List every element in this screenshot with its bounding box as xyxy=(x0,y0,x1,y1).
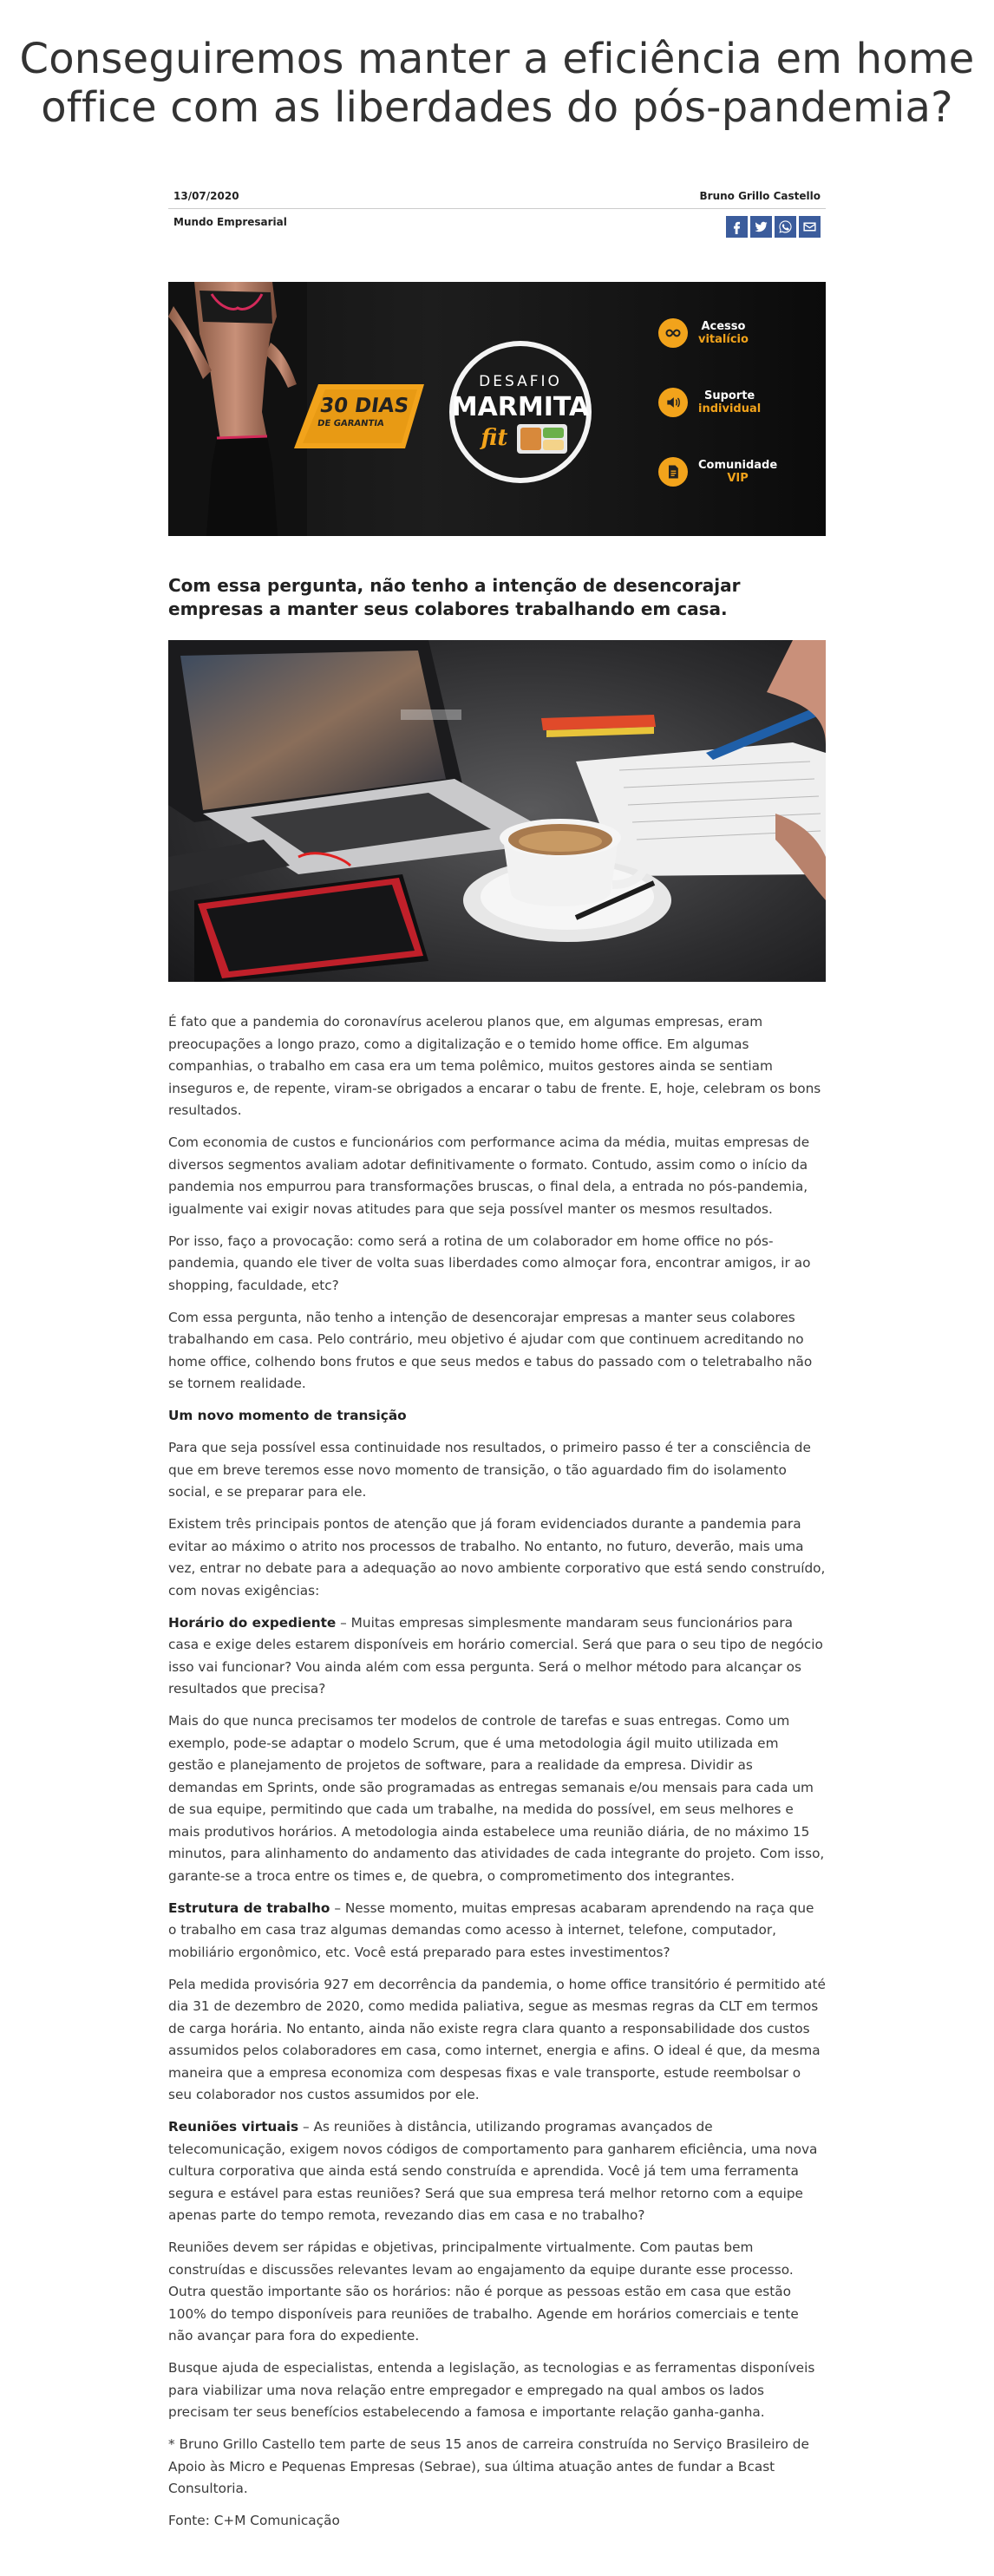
email-icon[interactable] xyxy=(799,216,821,238)
subheading: Um novo momento de transição xyxy=(168,1408,407,1423)
fitness-model-image xyxy=(168,282,307,536)
infinity-icon xyxy=(658,318,688,348)
feature-vip-community xyxy=(658,457,777,487)
paragraph: Reuniões devem ser rápidas e objetivas, principalmente virtualmente. Com pautas bem construídas e discussões relevantes levam ao engajamento da equipe durante esse processo. Outra questão importante são os horários: não é porque as pessoas estão em casa que estão 100% do tempo disponíveis para reuniões de trabalho. Agende em horários comerciais e tente não avançar para fora do expediente. xyxy=(168,2239,799,2344)
article-body xyxy=(168,1011,826,2533)
paragraph: Pela medida provisória 927 em decorrência da pandemia, o home office transitório é permitido até dia 31 de dezembro de 2020, como medida paliativa, segue as mesmas regras da CLT em termos de carga horária. No entanto, ainda não existe regra clara quanto a responsabilidade dos custos assumidos pelos colaboradores em casa, como internet, energia e afins. O ideal é que, da mesma maneira que a empresa economiza com despesas fixas e vale transporte, estude reembolsar o seu colaborador nos custos assumidos por ele. xyxy=(168,1976,826,2102)
author-bio: * Bruno Grillo Castello tem parte de seus 15 anos de carreira construída no Serviço Brasileiro de Apoio às Micro e Pequenas Empresas (Sebrae), sua última atuação antes de fundar a Bcast Consultoria. xyxy=(168,2436,809,2496)
document-icon xyxy=(658,457,688,487)
whatsapp-icon[interactable] xyxy=(775,216,796,238)
feature-label: Comunidade xyxy=(698,459,778,472)
laptop-coffee-photo xyxy=(168,640,826,982)
topic-label: Reuniões virtuais xyxy=(168,2119,299,2135)
paragraph: Com essa pergunta, não tenho a intenção de desencorajar empresas a manter seus colabores trabalhando em casa. Pelo contrário, meu objetivo é ajudar com que continuem acreditando no home office, colhendo bons frutos e que seus medos e tabus do passado com o teletrabalho não se tornem realidade. xyxy=(168,1309,813,1391)
paragraph: Existem três principais pontos de atenção que já foram evidenciados durante a pandemia para evitar ao máximo o atrito nos processos de trabalho. No entanto, no futuro, deverão, mais uma vez, entrar no debate para a adequação ao novo ambiente corporativo que está sendo construído, com novas exigências: xyxy=(168,1516,826,1599)
logo-main-text: MARMITA xyxy=(451,392,590,422)
paragraph xyxy=(168,1898,826,1965)
topic-label: Horário do expediente xyxy=(168,1614,337,1631)
paragraph-text: – Nesse momento, muitas empresas acabaram aprendendo na raça que o trabalho em casa traz algumas demandas como acesso à internet, telefone, computador, mobiliário ergonômico, etc. Você está preparado para estes investimentos? xyxy=(168,1899,814,1960)
paragraph xyxy=(168,2116,826,2227)
feature-label-accent: VIP xyxy=(727,472,749,485)
author-name: Bruno Grillo Castello xyxy=(699,190,821,202)
paragraph: Busque ajuda de especialistas, entenda a legislação, as tecnologias e as ferramentas disponíveis para viabilizar uma nova relação entre empregador e empregado na qual ambos os lados precisam ter seus benefícios estabelecendo a famosa e importante relação ganha-ganha. xyxy=(168,2360,815,2420)
feature-individual-support xyxy=(658,388,761,417)
paragraph: Para que seja possível essa continuidade nos resultados, o primeiro passo é ter a consciência de que em breve teremos esse novo momento de transição, o tão aguardado fim do isolamento social, e se preparar para ele. xyxy=(168,1440,811,1500)
paragraph-text: – Muitas empresas simplesmente mandaram seus funcionários para casa e exige deles estarem disponíveis em horário comercial. Será que para o seu tipo de negócio isso vai funcionar? Vou ainda além com essa pergunta. Será o melhor método para alcançar os resultados que precisa? xyxy=(168,1614,823,1697)
topic-label: Estrutura de trabalho xyxy=(168,1899,330,1916)
desafio-marmita-logo xyxy=(444,336,597,488)
speaker-icon xyxy=(658,388,688,417)
meta-top-row xyxy=(168,184,826,208)
feature-label: Acesso xyxy=(701,320,746,333)
meta-bottom-row xyxy=(168,209,826,242)
page-title: Conseguiremos manter a eficiência em home office com as liberdades do pós-pandemia? xyxy=(19,35,975,132)
guarantee-label: DE GARANTIA xyxy=(317,419,385,428)
facebook-icon[interactable] xyxy=(726,216,748,238)
feature-label-accent: individual xyxy=(698,402,762,415)
paragraph: É fato que a pandemia do coronavírus acelerou planos que, em algumas empresas, eram preocupações a longo prazo, como a digitalização e o temido home office. Em algumas companhias, o trabalho em casa era um tema polêmico, muitos gestores ainda se sentiam inseguros e, de repente, viram-se obrigados a encarar o tabu de frente. E, hoje, celebram os bons resultados. xyxy=(168,1014,821,1118)
paragraph: Por isso, faço a provocação: como será a rotina de um colaborador em home office no pós-pandemia, quando ele tiver de volta suas liberdades como almoçar fora, encontrar amigos, ir ao shopping, faculdade, etc? xyxy=(168,1232,811,1293)
feature-label: Suporte xyxy=(703,389,755,402)
paragraph xyxy=(168,1612,826,1701)
article-container xyxy=(168,184,826,2533)
feature-label-accent: vitalício xyxy=(698,333,749,346)
share-buttons xyxy=(726,216,821,238)
feature-lifetime-access xyxy=(658,318,749,348)
publish-date: 13/07/2020 xyxy=(173,190,239,202)
twitter-icon[interactable] xyxy=(750,216,772,238)
paragraph: Com economia de custos e funcionários com performance acima da média, muitas empresas de diversos segmentos avaliam adotar definitivamente o formato. Contudo, assim como o início da pandemia nos empurrou para transformações bruscas, o final dela, a entrada no pós-pandemia, igualmente vai exigir novas atitudes para que seja possível manter os mesmos resultados. xyxy=(168,1134,810,1217)
paragraph: Mais do que nunca precisamos ter modelos de controle de tarefas e suas entregas. Como um exemplo, pode-se adaptar o modelo Scrum, que é uma metodologia ágil muito utilizada em gestão e planejamento de projetos de software, para a realidade da empresa. Dividir as demandas em Sprints, onde são programadas as entregas semanais e/ou mensais para cada um de sua equipe, permitindo que cada um trabalhe, na medida do possível, em seus melhores e mais produtivos horários. A metodologia ainda estabelece uma reunião diária, de no máximo 15 minutos, para alinhamento do andamento das atividades de cada integrante do projeto. Com isso, garante-se a troca entre os times e, de quebra, o comprometimento dos integrantes. xyxy=(168,1713,825,1884)
source-credit: Fonte: C+M Comunicação xyxy=(168,2513,340,2528)
logo-fit-text: fit xyxy=(481,425,508,451)
paragraph-text: – As reuniões à distância, utilizando programas avançados de telecomunicação, exigem novos códigos de comportamento para ganharem eficiência, uma nova cultura corporativa que ainda está sendo construída e aprendida. Você já tem uma ferramenta segura e estável para estas reuniões? Será que sua empresa terá melhor retorno com a equipe apenas parte do tempo remota, revezando dias em casa e no trabalho? xyxy=(168,2119,818,2223)
guarantee-days: 30 DIAS xyxy=(318,395,410,417)
logo-top-text: DESAFIO xyxy=(479,373,562,390)
section-name[interactable]: Mundo Empresarial xyxy=(173,216,287,228)
ad-banner[interactable] xyxy=(168,282,826,536)
article-lead: Com essa pergunta, não tenho a intenção de desencorajar empresas a manter seus colabores trabalhando em casa. xyxy=(168,575,741,619)
article-meta xyxy=(168,184,826,242)
